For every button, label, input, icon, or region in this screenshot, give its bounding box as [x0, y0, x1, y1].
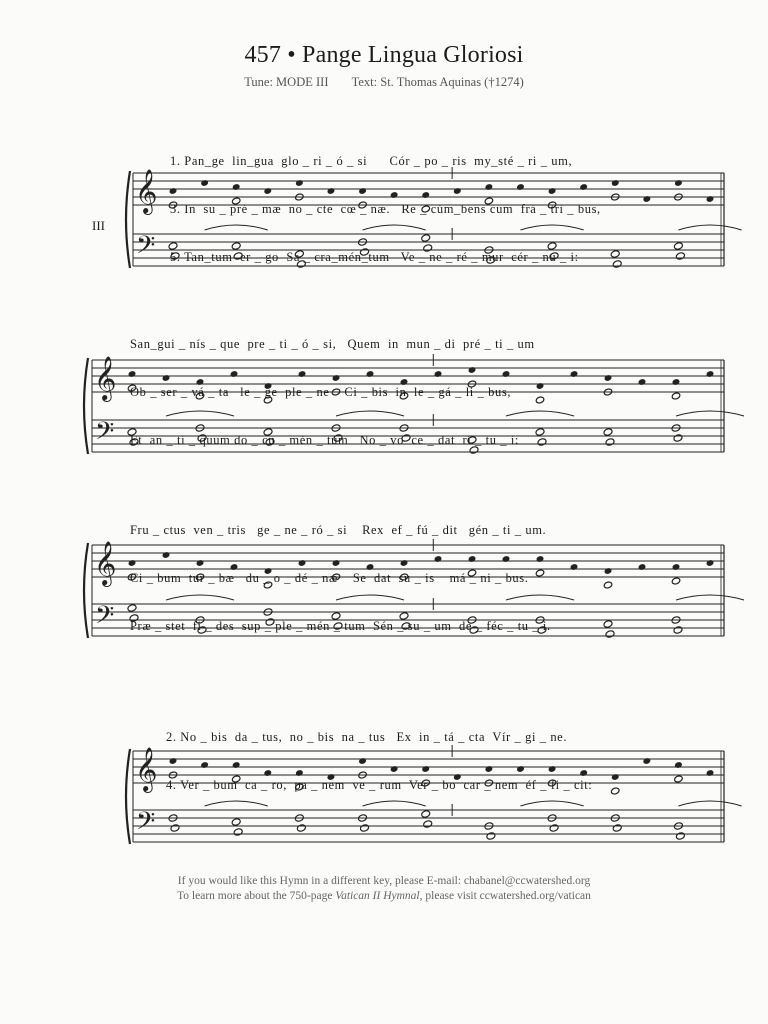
text-credit: Text: St. Thomas Aquinas (†1274)	[351, 75, 524, 89]
treble-clef-icon: 𝄞	[135, 169, 158, 213]
melody-note	[516, 183, 525, 191]
mode-label: III	[92, 218, 105, 233]
alto-note	[611, 787, 620, 795]
lyric-line: Et an _ ti _ quum do _ cu _ mén _ tum No _ vo ce _ dat rí _ tu _ i:	[130, 433, 519, 447]
lyric-line: San_gui _ nís _ que pre _ ti _ ó _ si, Quem in mun _ di pré _ ti _ um	[130, 337, 535, 351]
alto-note	[674, 775, 683, 783]
tenor-note	[535, 428, 545, 437]
tenor-note	[603, 620, 613, 629]
bass-clef-icon: 𝄢	[95, 417, 115, 452]
melody-note	[642, 757, 651, 765]
lyric-line: Præ _ stet fi _ des sup _ ple _ mén _ tum Sén _ su _ um de _ féc _ tu _ i.	[130, 619, 551, 633]
footer-email-line: If you would like this Hymn in a different key, please E-mail: chabanel@ccwatershed.org	[177, 875, 591, 887]
alto-note	[484, 197, 493, 205]
bass-note	[360, 248, 370, 257]
slur	[676, 411, 744, 416]
lyric-line: Ci _ bum tur _ bæ du _ o _ dé _ næ Se dat su _ is má _ ni _ bus.	[130, 571, 529, 585]
system-brace	[126, 171, 130, 268]
bass-note	[296, 824, 306, 833]
bass-note	[423, 820, 433, 829]
melody-note	[421, 191, 430, 199]
melody-note	[611, 179, 620, 187]
slur	[676, 595, 744, 600]
melody-note	[706, 370, 715, 378]
lyric-line: 5. Tan_tum er _ go Sa _ cra_mén_tum Ve _ ne _ ré _ mur cér _ nu _ i:	[170, 250, 579, 264]
bass-note	[549, 824, 559, 833]
melody-note	[672, 563, 681, 571]
bass-note	[423, 244, 433, 253]
melody-note	[485, 183, 494, 191]
tenor-note	[547, 242, 557, 251]
melody-note	[706, 769, 715, 777]
melody-note	[638, 378, 647, 386]
tenor-note	[673, 242, 683, 251]
slur	[678, 225, 741, 230]
bass-note	[537, 438, 547, 447]
bass-note	[673, 434, 683, 443]
melody-note	[200, 179, 209, 187]
tenor-note	[610, 250, 620, 259]
tenor-note	[231, 818, 241, 827]
bass-note	[612, 260, 622, 269]
hymn-title: 457 • Pange Lingua Gloriosi	[244, 42, 524, 68]
slur	[363, 225, 426, 230]
melody-note	[674, 179, 683, 187]
alto-note	[671, 392, 680, 400]
system-brace	[126, 749, 130, 844]
melody-note	[295, 179, 304, 187]
melody-note	[548, 187, 557, 195]
melody-note	[358, 187, 367, 195]
lyrics-system-4	[166, 697, 592, 809]
melody-note	[706, 195, 715, 203]
melody-note	[453, 187, 462, 195]
melody-note	[232, 183, 241, 191]
melody-note	[263, 187, 272, 195]
melody-note	[642, 195, 651, 203]
alto-note	[671, 577, 680, 585]
alto-note	[231, 197, 240, 205]
alto-note	[421, 205, 430, 213]
bass-note	[486, 832, 496, 841]
lyric-line: Fru _ ctus ven _ tris ge _ ne _ ró _ si Rex ef _ fú _ dit gén _ ti _ um.	[130, 523, 547, 537]
bass-note	[296, 260, 306, 269]
bass-note	[170, 252, 180, 261]
lyric-line: 3. In su _ pré _ mæ no _ cte cœ _ næ. Re _ cúm_bens cum frá _ tri _ bus,	[170, 202, 601, 216]
lyric-line: 1. Pan_ge lin_gua glo _ ri _ ó _ si Cór _ po _ ris my_sté _ ri _ um,	[170, 154, 573, 168]
melody-note	[390, 191, 399, 199]
bass-note	[233, 828, 243, 837]
tune-credit: Tune: MODE III	[244, 75, 329, 89]
bass-note	[486, 256, 496, 265]
bass-clef-icon: 𝄢	[95, 601, 115, 636]
system-brace	[84, 543, 88, 638]
melody-note	[570, 563, 579, 571]
slur	[678, 801, 741, 806]
system-brace	[84, 358, 88, 454]
footer	[0, 874, 768, 904]
bass-note	[549, 252, 559, 261]
tenor-note	[231, 242, 241, 251]
alto-note	[535, 396, 544, 404]
slur	[520, 225, 583, 230]
bass-note	[605, 630, 615, 639]
melody-note	[706, 559, 715, 567]
bass-note	[675, 832, 685, 841]
lyric-line: Ob _ ser _ vá _ ta le _ ge ple _ ne Ci _ bis in le _ gá _ li _ bus,	[130, 385, 512, 399]
treble-clef-icon: 𝄞	[94, 356, 117, 400]
alto-note	[603, 581, 612, 589]
melody-note	[327, 187, 336, 195]
bass-clef-icon: 𝄢	[136, 231, 156, 266]
melody-note	[604, 567, 613, 575]
footer-website-line: To learn more about the 750-page Vatican II Hymnal, please visit ccwatershed.org/vatican	[177, 890, 591, 902]
tenor-note	[421, 234, 431, 243]
melody-note	[638, 563, 647, 571]
lyrics-system-2	[130, 304, 535, 464]
lyric-line: 4. Ver _ bum ca _ ro, pa _ nem ve _ rum Ver _ bo car _ nem éf _ fi _ cit:	[166, 778, 593, 792]
tenor-note	[168, 242, 178, 251]
hymnal-title: Vatican II Hymnal	[335, 890, 420, 902]
melody-note	[611, 773, 620, 781]
tenor-note	[603, 428, 613, 437]
bass-note	[360, 824, 370, 833]
bass-note	[612, 824, 622, 833]
lyric-line: 2. No _ bis da _ tus, no _ bis na _ tus Ex in _ tá _ cta Vír _ gi _ ne.	[166, 730, 568, 744]
melody-note	[579, 183, 588, 191]
bass-note	[605, 438, 615, 447]
melody-note	[536, 382, 545, 390]
melody-note	[674, 761, 683, 769]
slur	[205, 225, 268, 230]
treble-clef-icon: 𝄞	[94, 541, 117, 585]
tenor-note	[421, 810, 431, 819]
tenor-note	[294, 250, 304, 259]
bass-note	[673, 626, 683, 635]
bass-note	[233, 252, 243, 261]
bass-note	[675, 252, 685, 261]
melody-note	[169, 187, 178, 195]
bass-clef-icon: 𝄢	[136, 807, 156, 842]
treble-clef-icon: 𝄞	[135, 747, 158, 791]
melody-note	[604, 374, 613, 382]
melody-note	[672, 378, 681, 386]
lyrics-system-3	[130, 490, 551, 650]
bass-note	[170, 824, 180, 833]
melody-note	[570, 370, 579, 378]
